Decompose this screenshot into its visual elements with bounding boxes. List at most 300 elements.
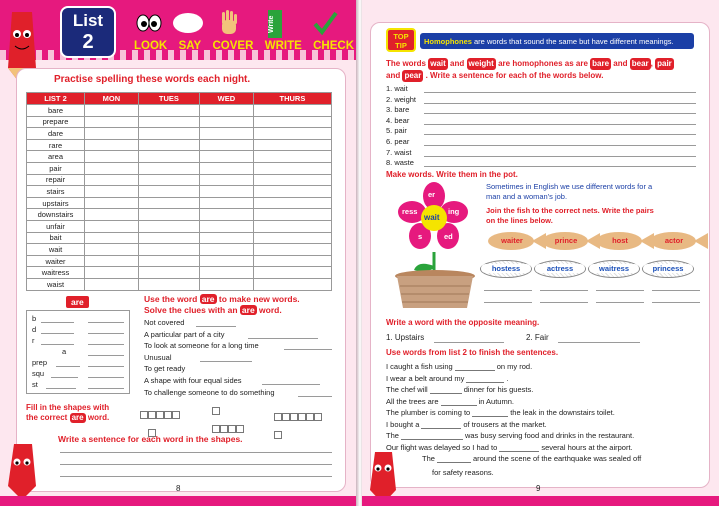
- practice-cell[interactable]: [253, 116, 331, 128]
- homophone-item: 6. pear: [386, 137, 410, 146]
- fill-2: the correct: [26, 413, 68, 422]
- word-cell: unfair: [27, 220, 85, 232]
- word-cell: area: [27, 151, 85, 163]
- make-words-instruction: Make words. Write them in the pot.: [386, 170, 518, 179]
- badge-title: List: [72, 11, 104, 30]
- pencil-mascot-bottom: [4, 440, 40, 500]
- step-check: CHECK: [313, 40, 354, 52]
- sentence-end: on my rod.: [496, 362, 533, 371]
- word-shape-3[interactable]: [274, 408, 322, 444]
- speech-bubble-icon: [172, 12, 204, 34]
- opposite-1-label: 1. Upstairs: [386, 333, 425, 342]
- practice-cell[interactable]: [85, 232, 139, 244]
- intro-line-2: [386, 70, 674, 82]
- intro-1: The words: [386, 59, 427, 68]
- practice-cell[interactable]: [85, 278, 139, 290]
- join-fish-instruction: [486, 206, 654, 226]
- practice-cell[interactable]: [200, 174, 254, 186]
- intro-and-2: and: [613, 59, 628, 68]
- table-row: [27, 128, 332, 140]
- are-stem-line[interactable]: [46, 388, 76, 389]
- join-1: Join the fish to the correct nets. Write the pairs: [486, 206, 654, 215]
- table-row: [27, 267, 332, 279]
- are-label: [66, 296, 89, 308]
- col-thurs: THURS: [253, 93, 331, 105]
- sentence-start: The chef will: [386, 385, 428, 394]
- practice-cell[interactable]: [253, 105, 331, 117]
- practice-cell[interactable]: [253, 197, 331, 209]
- sentence-end: .: [506, 373, 509, 383]
- practice-cell[interactable]: [253, 174, 331, 186]
- table-row: [27, 174, 332, 186]
- clue-answer-line[interactable]: [248, 338, 318, 339]
- are-answer-line[interactable]: [88, 377, 124, 378]
- are-stem: prep: [32, 358, 48, 367]
- clue-text: Unusual: [144, 352, 172, 362]
- practise-heading: Practise spelling these words each night.: [54, 74, 251, 85]
- are-stem: a: [62, 347, 67, 356]
- homophone-line[interactable]: [424, 134, 696, 135]
- practice-cell[interactable]: [200, 278, 254, 290]
- homophone-line[interactable]: [424, 145, 696, 146]
- homophone-intro: [386, 58, 674, 82]
- table-row: [27, 151, 332, 163]
- right-page-number: 9: [536, 484, 541, 493]
- col-mon: MON: [85, 93, 139, 105]
- step-write: WRITE: [264, 40, 302, 52]
- table-row: [27, 139, 332, 151]
- intro-pair: pair: [657, 59, 672, 68]
- are-answer-line[interactable]: [88, 366, 124, 367]
- homophone-line[interactable]: [424, 156, 696, 157]
- fish-label: host: [612, 236, 628, 245]
- word-cell: prepare: [27, 116, 85, 128]
- opposite-2-label: 2. Fair: [526, 333, 549, 342]
- are-answer-line[interactable]: [88, 388, 124, 389]
- fish-waiter[interactable]: [488, 230, 548, 252]
- intro-wait: wait: [430, 59, 446, 68]
- pair-line[interactable]: [540, 302, 588, 303]
- join-2: on the lines below.: [486, 216, 553, 225]
- hand-icon: [218, 10, 240, 36]
- net-waitress[interactable]: [588, 260, 640, 278]
- sentence-blank[interactable]: [421, 421, 461, 429]
- practice-cell[interactable]: [200, 209, 254, 221]
- pair-line[interactable]: [652, 302, 700, 303]
- sentence-end: dinner for his guests.: [463, 385, 534, 394]
- sometimes-2: man and a woman's job.: [486, 192, 568, 201]
- practice-cell[interactable]: [200, 244, 254, 256]
- sentence-blank[interactable]: [430, 386, 462, 394]
- intro-and-1: and: [450, 59, 465, 68]
- practice-cell[interactable]: [85, 209, 139, 221]
- are-stem-line[interactable]: [56, 366, 80, 367]
- net-label: princess: [643, 264, 693, 273]
- are-answer-line[interactable]: [88, 344, 124, 345]
- tip-bar: [420, 33, 694, 49]
- practice-cell[interactable]: [253, 232, 331, 244]
- practice-cell[interactable]: [138, 116, 199, 128]
- clue-text: A particular part of a city: [144, 329, 225, 339]
- opposite-instruction: Write a word with the opposite meaning.: [386, 318, 540, 327]
- fill-1: Fill in the shapes with: [26, 403, 110, 412]
- practice-cell[interactable]: [200, 186, 254, 198]
- tip-word: Homophones: [424, 37, 472, 46]
- practice-cell[interactable]: [138, 139, 199, 151]
- practice-cell[interactable]: [253, 220, 331, 232]
- spelling-table-body: [27, 105, 332, 291]
- word-cell: repair: [27, 174, 85, 186]
- spelling-table: [26, 92, 332, 291]
- clue-text: To challenge someone to do something: [144, 387, 275, 397]
- practice-cell[interactable]: [138, 162, 199, 174]
- sentence-end: of trousers at the market.: [463, 419, 547, 429]
- word-cell: rare: [27, 139, 85, 151]
- practice-cell[interactable]: [85, 151, 139, 163]
- sentence-row: [386, 443, 633, 452]
- practice-cell[interactable]: [200, 267, 254, 279]
- homophone-line[interactable]: [424, 113, 696, 114]
- practice-cell[interactable]: [253, 209, 331, 221]
- sentence-start: The: [386, 431, 399, 440]
- petal-ed: ed: [444, 232, 453, 241]
- word-cell: dare: [27, 128, 85, 140]
- sentence-row: [386, 397, 514, 406]
- practice-cell[interactable]: [200, 197, 254, 209]
- practice-cell[interactable]: [253, 151, 331, 163]
- homophone-item: 4. bear: [386, 115, 410, 125]
- petal-er: er: [428, 190, 436, 199]
- practice-cell[interactable]: [85, 220, 139, 232]
- net-princess[interactable]: [642, 260, 694, 278]
- fish-label: actor: [664, 236, 684, 245]
- intro-bear: bear: [631, 59, 649, 68]
- list-badge: [60, 6, 116, 58]
- opposite-1-line[interactable]: [434, 342, 504, 343]
- sentence-row: [386, 374, 508, 383]
- solve-instruction: [144, 305, 282, 315]
- sentence-line[interactable]: [60, 464, 332, 465]
- homophone-line[interactable]: [424, 92, 696, 93]
- are-answer-line[interactable]: [88, 322, 124, 323]
- word-cell: pair: [27, 162, 85, 174]
- clue-answer-line[interactable]: [284, 349, 332, 350]
- are-inline-2: are: [241, 305, 255, 315]
- practice-cell[interactable]: [138, 244, 199, 256]
- practice-cell[interactable]: [253, 186, 331, 198]
- practice-cell[interactable]: [253, 255, 331, 267]
- sentence-last-line: for safety reasons.: [432, 468, 494, 477]
- sentence-row: [386, 362, 532, 371]
- table-row: [27, 232, 332, 244]
- fish-label: waiter: [501, 236, 523, 245]
- sentence-blank[interactable]: [401, 432, 463, 440]
- are-inline-3: are: [71, 413, 84, 422]
- homophone-item: 5. pair: [386, 126, 407, 136]
- practice-cell[interactable]: [138, 105, 199, 117]
- homophone-line[interactable]: [424, 103, 696, 104]
- are-stem: st: [32, 380, 38, 389]
- fish-prince[interactable]: [542, 230, 602, 252]
- table-row: [27, 255, 332, 267]
- net-hostess[interactable]: [480, 260, 532, 278]
- practice-cell[interactable]: [200, 220, 254, 232]
- table-row: [27, 105, 332, 117]
- fill-2-line: [26, 413, 109, 423]
- table-row: [27, 197, 332, 209]
- homophone-item: 3. bare: [386, 105, 410, 115]
- sometimes-text: [486, 182, 652, 202]
- check-mark-icon: [312, 10, 338, 36]
- step-look: LOOK: [134, 40, 168, 52]
- sentence-row: [422, 454, 641, 463]
- are-stem-line[interactable]: [51, 377, 78, 378]
- table-row: [27, 244, 332, 256]
- practice-cell[interactable]: [138, 186, 199, 198]
- net-label: waitress: [589, 264, 639, 273]
- practice-cell[interactable]: [85, 244, 139, 256]
- practice-cell[interactable]: [200, 151, 254, 163]
- pair-line[interactable]: [596, 290, 644, 291]
- are-stem: r: [32, 336, 35, 345]
- practice-cell[interactable]: [85, 105, 139, 117]
- word-cell: stairs: [27, 186, 85, 198]
- sentence-start: I bought a: [386, 419, 420, 429]
- sentence-start: The: [422, 454, 435, 463]
- word-cell: waitress: [27, 267, 85, 279]
- are-stem: d: [32, 325, 37, 334]
- sometimes-1: Sometimes in English we use different words for a: [486, 182, 653, 191]
- clue-text: To get ready: [144, 364, 186, 374]
- practice-cell[interactable]: [138, 232, 199, 244]
- are-stem: squ: [32, 369, 45, 378]
- table-row: [27, 209, 332, 221]
- right-footer: [362, 496, 719, 506]
- fill-shapes-instruction: [26, 403, 109, 423]
- practice-cell[interactable]: [138, 255, 199, 267]
- word-cell: waist: [27, 278, 85, 290]
- fish-host[interactable]: [596, 230, 656, 252]
- pair-line[interactable]: [596, 302, 644, 303]
- sentence-start: I wear a belt around my: [386, 373, 465, 383]
- practice-cell[interactable]: [253, 128, 331, 140]
- practice-cell[interactable]: [85, 116, 139, 128]
- top-tip-text: TOP TIP: [393, 32, 409, 50]
- pair-line[interactable]: [652, 290, 700, 291]
- write-tag-label: Write: [268, 15, 275, 33]
- practice-cell[interactable]: [138, 278, 199, 290]
- practice-cell[interactable]: [200, 255, 254, 267]
- are-label-text: are: [71, 297, 84, 307]
- col-wed: WED: [200, 93, 254, 105]
- intro-end: . Write a sentence for each of the words below.: [425, 71, 604, 80]
- clue-answer-line[interactable]: [200, 361, 252, 362]
- practice-cell[interactable]: [138, 128, 199, 140]
- practice-cell[interactable]: [200, 162, 254, 174]
- sentence-blank[interactable]: [455, 363, 495, 371]
- intro-comma: ,: [650, 59, 653, 68]
- sentence-row: [386, 420, 547, 429]
- practice-cell[interactable]: [138, 220, 199, 232]
- clue-text: A shape with four equal sides: [144, 376, 242, 385]
- clue-text: To look at someone for a long time: [144, 341, 259, 351]
- word-shape-2[interactable]: [212, 402, 244, 438]
- pair-line[interactable]: [540, 290, 588, 291]
- pair-line[interactable]: [484, 302, 532, 303]
- clue-answer-line[interactable]: [298, 396, 332, 397]
- opposite-2-line[interactable]: [558, 342, 640, 343]
- practice-cell[interactable]: [200, 139, 254, 151]
- sentence-row: [386, 385, 533, 394]
- step-say: SAY: [178, 40, 202, 52]
- sentence-start: Our flight was delayed so I had to: [386, 442, 498, 452]
- use-word-instruction: [144, 294, 300, 304]
- practice-cell[interactable]: [200, 128, 254, 140]
- sentence-blank[interactable]: [441, 398, 477, 406]
- word-cell: downstairs: [27, 209, 85, 221]
- intro-weight: weight: [468, 59, 494, 68]
- practice-cell[interactable]: [85, 174, 139, 186]
- intro-line-1: [386, 58, 674, 70]
- practice-cell[interactable]: [253, 139, 331, 151]
- top-tip-badge: [386, 28, 416, 52]
- intro-mid: are homophones as are: [498, 59, 588, 68]
- practice-cell[interactable]: [253, 267, 331, 279]
- are-answer-line[interactable]: [88, 355, 124, 356]
- homophone-line[interactable]: [424, 166, 696, 167]
- word-cell: bare: [27, 105, 85, 117]
- are-stem-line[interactable]: [41, 333, 74, 334]
- use-list-instruction: Use words from list 2 to finish the sentences.: [386, 348, 559, 357]
- table-row: [27, 116, 332, 128]
- table-row: [27, 278, 332, 290]
- practice-cell[interactable]: [85, 186, 139, 198]
- word-cell: waiter: [27, 255, 85, 267]
- practice-cell[interactable]: [85, 162, 139, 174]
- intro-and-3: and: [386, 71, 401, 80]
- sentence-row: [386, 431, 634, 440]
- net-label: actress: [535, 264, 585, 273]
- homophone-item: 7. waist: [386, 147, 412, 157]
- sentence-line[interactable]: [60, 452, 332, 453]
- right-page: [362, 0, 719, 506]
- table-row: [27, 220, 332, 232]
- badge-number: 2: [82, 31, 94, 53]
- net-label: hostess: [481, 264, 531, 273]
- left-page: [0, 0, 358, 506]
- table-row: [27, 162, 332, 174]
- solve-2: word.: [259, 305, 282, 315]
- intro-bare: bare: [592, 59, 610, 68]
- practice-cell[interactable]: [200, 116, 254, 128]
- sentence-start: All the trees are: [386, 396, 439, 406]
- pair-line[interactable]: [484, 290, 532, 291]
- petal-ress: ress: [402, 207, 418, 216]
- col-list2: LIST 2: [27, 93, 85, 105]
- homophone-item: 8. waste: [386, 158, 414, 168]
- sentence-end: around the scene of the earthquake was sealed off: [472, 454, 642, 463]
- homophone-line[interactable]: [424, 124, 696, 125]
- use-word-2: to make new words.: [218, 294, 300, 304]
- practice-cell[interactable]: [85, 197, 139, 209]
- are-answer-line[interactable]: [88, 333, 124, 334]
- sentence-end: several hours at the airport.: [541, 442, 633, 452]
- homophone-item: 1. wait: [386, 84, 408, 93]
- petal-s: s: [418, 232, 423, 241]
- net-actress[interactable]: [534, 260, 586, 278]
- eyes-icon: [136, 14, 162, 32]
- sentence-blank[interactable]: [437, 455, 471, 463]
- sentence-start: The plumber is coming to: [386, 408, 471, 417]
- left-page-number: 8: [176, 484, 181, 493]
- fish-label: prince: [554, 236, 578, 245]
- sentence-end: in Autumn.: [478, 396, 514, 406]
- practice-cell[interactable]: [253, 278, 331, 290]
- word-cell: upstairs: [27, 197, 85, 209]
- practice-cell[interactable]: [138, 209, 199, 221]
- homophone-item: 2. weight: [386, 94, 417, 104]
- sentence-row: [386, 408, 615, 417]
- practice-cell[interactable]: [138, 267, 199, 279]
- sentence-end: the leak in the downstairs toilet.: [510, 408, 615, 417]
- use-word-1: Use the word: [144, 294, 198, 304]
- are-stem: b: [32, 314, 37, 323]
- practice-cell[interactable]: [85, 128, 139, 140]
- table-row: [27, 186, 332, 198]
- practice-cell[interactable]: [138, 151, 199, 163]
- are-stem-line[interactable]: [41, 322, 74, 323]
- steps-row: [134, 40, 354, 52]
- clue-text: Not covered: [144, 318, 185, 327]
- practice-cell[interactable]: [200, 232, 254, 244]
- write-tag-icon: [268, 10, 282, 38]
- write-sentence-instruction: Write a sentence for each word in the shapes.: [58, 434, 243, 444]
- flower-center-word: wait: [424, 213, 440, 222]
- are-stem-line[interactable]: [41, 344, 74, 345]
- clue-answer-line[interactable]: [196, 326, 236, 327]
- left-footer: [0, 496, 358, 506]
- practice-cell[interactable]: [85, 267, 139, 279]
- clue-answer-line[interactable]: [262, 384, 320, 385]
- col-tues: TUES: [138, 93, 199, 105]
- word-cell: bait: [27, 232, 85, 244]
- sentence-blank[interactable]: [499, 444, 539, 452]
- step-cover: COVER: [212, 40, 254, 52]
- are-inline-1: are: [201, 294, 215, 304]
- practice-cell[interactable]: [138, 197, 199, 209]
- tip-text: are words that sound the same but have different meanings.: [474, 37, 674, 46]
- solve-1: Solve the clues with an: [144, 305, 238, 315]
- sentence-line[interactable]: [60, 476, 332, 477]
- sentence-blank[interactable]: [472, 409, 508, 417]
- practice-cell[interactable]: [85, 139, 139, 151]
- sentence-blank[interactable]: [466, 375, 504, 383]
- practice-cell[interactable]: [253, 162, 331, 174]
- practice-cell[interactable]: [85, 255, 139, 267]
- sentence-start: I caught a fish using: [386, 362, 453, 371]
- word-cell: wait: [27, 244, 85, 256]
- fish-actor[interactable]: [650, 230, 710, 252]
- sentence-end: was busy serving food and drinks in the restaurant.: [464, 431, 635, 440]
- practice-cell[interactable]: [253, 244, 331, 256]
- spelling-table-header: [27, 93, 332, 105]
- intro-pear: pear: [404, 71, 422, 80]
- fill-3: word.: [87, 413, 110, 422]
- practice-cell[interactable]: [138, 174, 199, 186]
- petal-ing: ing: [448, 207, 460, 216]
- practice-cell[interactable]: [200, 105, 254, 117]
- flower-pot-illustration: [388, 182, 482, 312]
